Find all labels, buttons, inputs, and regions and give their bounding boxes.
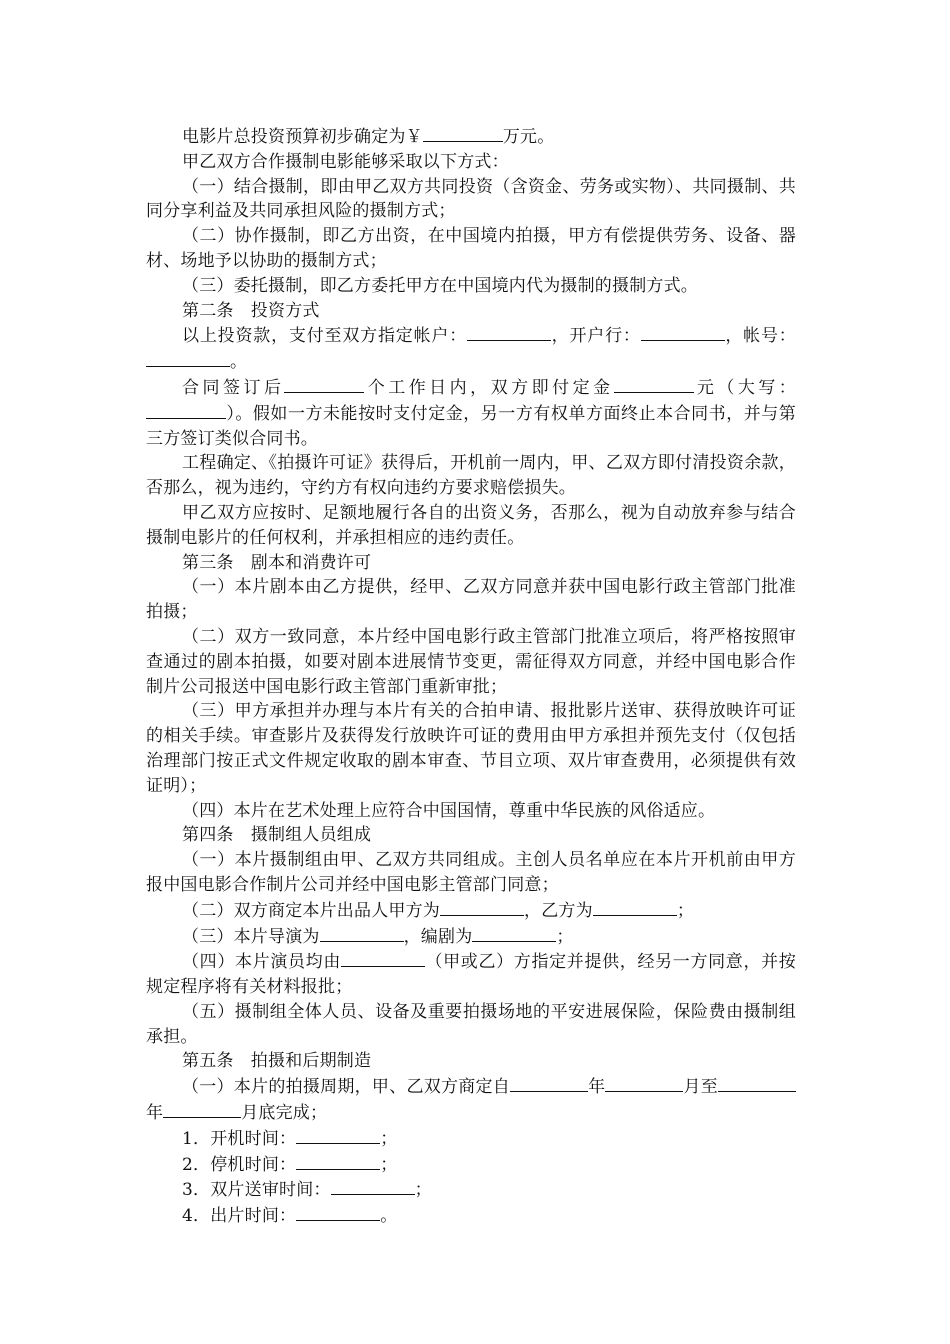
balance-payment-paragraph: 工程确定、《拍摄许可证》获得后，开机前一周内，甲、乙双方即付清投资余款，否那么，视为违约，守约方有权向违约方要求赔偿损失。	[146, 453, 796, 499]
schedule-item-2: 2．停机时间： ；	[146, 1152, 796, 1178]
director-blank	[320, 924, 404, 942]
contribution-obligation-paragraph: 甲乙双方应按时、足额地履行各自的出资义务，否那么，视为自动放弃参与结合摄制电影片的任何权利，并承担相应的违约责任。	[146, 502, 796, 548]
crew-clause-4: （四）本片演员均由 （甲或乙）方指定并提供，经另一方同意，并按规定程序将有关材料报批；	[146, 949, 796, 1000]
cast-party-blank	[341, 949, 425, 967]
budget-blank	[423, 124, 503, 142]
account-number-blank	[146, 349, 230, 367]
budget-paragraph: 电影片总投资预算初步确定为￥ 万元。	[146, 124, 796, 150]
article-2-heading: 第二条 投资方式	[182, 300, 320, 321]
payment-account-paragraph: 以上投资款，支付至双方指定帐户： ，开户行： ，帐号：。	[146, 323, 796, 375]
account-blank	[467, 323, 551, 341]
script-clause-4: （四）本片在艺术处理上应符合中国国情，尊重中华民族的风俗适应。	[182, 800, 716, 821]
cooperation-intro: 甲乙双方合作摄制电影能够采取以下方式：	[182, 151, 509, 172]
schedule-item-1: 1．开机时间： ；	[146, 1126, 796, 1152]
schedule-item-3: 3．双片送审时间： ；	[146, 1177, 796, 1203]
crew-clause-5: （五）摄制组全体人员、设备及重要拍摄场地的平安进展保险，保险费由摄制组承担。	[146, 1001, 796, 1047]
workdays-blank	[284, 375, 364, 393]
end-month-blank	[163, 1100, 241, 1118]
article-3-heading: 第三条 剧本和消费许可	[182, 552, 372, 573]
crew-clause-3: （三）本片导演为 ，编剧为 ；	[146, 924, 796, 950]
commissioned-production-clause: （三）委托摄制，即乙方委托甲方在中国境内代为摄制的摄制方式。	[182, 275, 698, 296]
review-submission-blank	[331, 1177, 415, 1195]
article-5-heading: 第五条 拍摄和后期制造	[182, 1051, 372, 1072]
producer-a-blank	[440, 898, 524, 916]
screenwriter-blank	[472, 924, 556, 942]
bank-blank	[641, 323, 725, 341]
deposit-paragraph: 合同签订后 个工作日内，双方即付定金 元（大写：）。假如一方未能按时支付定金，另一方有权单方面终止本合同书，并与第三方签订类似合同书。	[146, 375, 796, 451]
producer-b-blank	[593, 898, 677, 916]
assisted-production-clause: （二）协作摄制，即乙方出资，在中国境内拍摄，甲方有偿提供劳务、设备、器材、场地予以协助的摄制方式；	[146, 226, 796, 271]
crew-clause-1: （一）本片摄制组由甲、乙双方共同组成。主创人员名单应在本片开机前由甲方报中国电影合作制片公司并经中国电影主管部门同意；	[146, 850, 796, 895]
article-4-heading: 第四条 摄制组人员组成	[182, 825, 372, 846]
deposit-words-blank	[146, 401, 226, 419]
end-year-blank	[718, 1074, 796, 1092]
start-shooting-blank	[296, 1126, 380, 1144]
schedule-item-4: 4．出片时间： 。	[146, 1203, 796, 1229]
script-clause-1: （一）本片剧本由乙方提供，经甲、乙双方同意并获中国电影行政主管部门批准拍摄；	[146, 577, 796, 623]
stop-shooting-blank	[296, 1152, 380, 1170]
start-month-blank	[605, 1074, 683, 1092]
script-clause-3: （三）甲方承担并办理与本片有关的合拍申请、报批影片送审、获得放映许可证的相关手续。审查影片及获得发行放映许可证的费用由甲方承担并预先支付（仅包括治理部门按正式文件规定收取的剧本审查、节目立项、双片审查费用，必须提供有效证明）；	[146, 701, 796, 796]
crew-clause-2: （二）双方商定本片出品人甲方为 ，乙方为 ；	[146, 898, 796, 924]
shooting-period-clause: （一）本片的拍摄周期，甲、乙双方商定自 年 月至年 月底完成；	[146, 1074, 796, 1126]
release-blank	[296, 1203, 380, 1221]
deposit-amount-blank	[614, 375, 694, 393]
start-year-blank	[510, 1074, 588, 1092]
contract-page	[146, 124, 796, 1229]
script-clause-2: （二）双方一致同意，本片经中国电影行政主管部门批准立项后，将严格按照审查通过的剧本拍摄，如要对剧本进展情节变更，需征得双方同意，并经中国电影合作制片公司报送中国电影行政主管部门重新审批；	[146, 626, 796, 697]
joint-production-clause: （一）结合摄制，即由甲乙双方共同投资（含资金、劳务或实物）、共同摄制、共同分享利益及共同承担风险的摄制方式；	[146, 176, 796, 222]
